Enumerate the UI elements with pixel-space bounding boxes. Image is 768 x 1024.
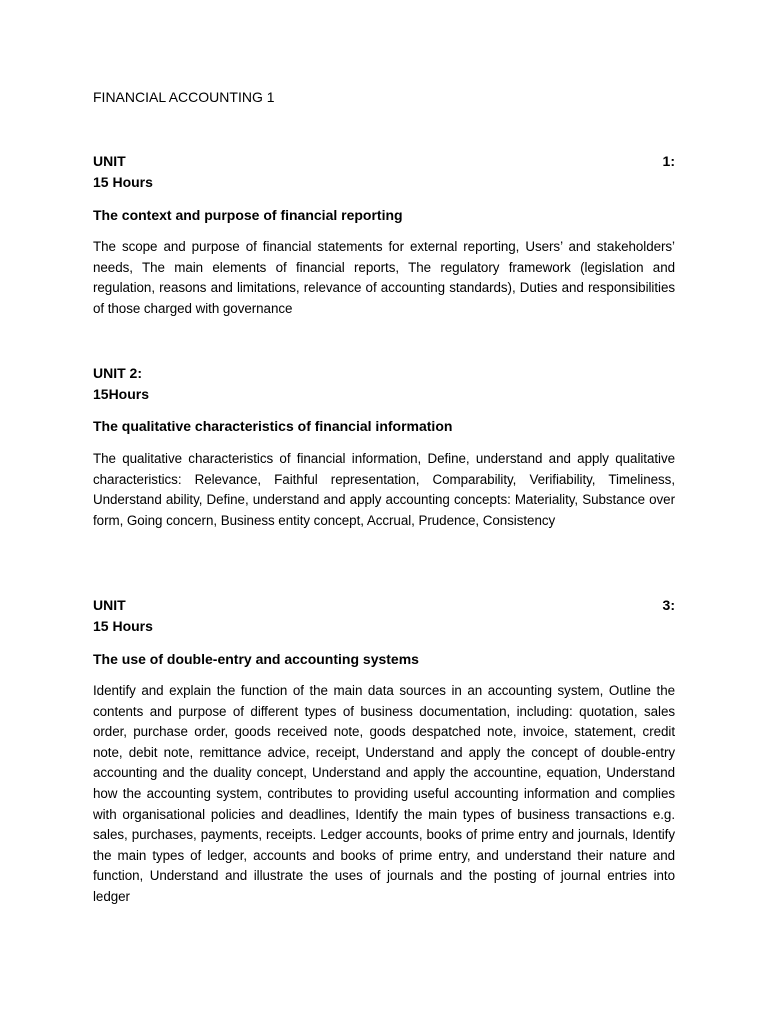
unit-1-hours: 15 Hours: [93, 173, 153, 190]
unit-2-label: UNIT 2:: [93, 365, 142, 381]
unit-2-header: [93, 363, 675, 404]
unit-3-header: [93, 595, 675, 636]
unit-3-body: Identify and explain the function of the main data sources in an accounting system, Outline the contents and purpose of different types of business documentation, including: quotation, sales order, purchase order, goods received note, goods despatched note, invoice, statement, credit note, debit note, remittance advice, receipt, Understand and apply the concept of double-entry accounting and the duality concept, Understand and apply the accountine, equation, Understand how the accounting system, contributes to providing useful accounting information and complies with organisational policies and deadlines, Identify the main types of business transactions e.g. sales, purchases, payments, receipts. Ledger accounts, books of prime entry and journals, Identify the main types of ledger, accounts and books of prime entry, and understand their nature and function, Understand and illustrate the uses of journals and the posting of journal entries into ledger: [93, 683, 675, 904]
unit-3-number: 3:: [662, 597, 675, 613]
unit-2-heading: The qualitative characteristics of financial information: [93, 418, 453, 434]
unit-2-hours: 15Hours: [93, 385, 150, 402]
unit-3-heading: The use of double-entry and accounting systems: [93, 651, 419, 667]
unit-1-body: The scope and purpose of financial statements for external reporting, Users’ and stakeholders’ needs, The main elements of financial reports, The regulatory framework (legislation and regulation, reasons and limitations, relevance of accounting standards), Duties and responsibilities of those charged with governance: [93, 239, 675, 316]
unit-1-number: 1:: [662, 153, 675, 169]
unit-1-heading: The context and purpose of financial reporting: [93, 207, 403, 223]
unit-1-label: UNIT: [93, 153, 126, 169]
unit-3-label: UNIT: [93, 597, 126, 613]
unit-2-body: The qualitative characteristics of financial information, Define, understand and apply qualitative characteristics: Relevance, Faithful representation, Comparability, Verifiability, Timeliness, Understand ability, Define, understand and apply accounting concepts: Materiality, Substance over form, Going concern, Business entity concept, Accrual, Prudence, Consistency: [93, 451, 675, 528]
document-title: FINANCIAL ACCOUNTING 1: [93, 89, 275, 105]
unit-1-header: [93, 151, 675, 192]
unit-3-hours: 15 Hours: [93, 617, 153, 634]
